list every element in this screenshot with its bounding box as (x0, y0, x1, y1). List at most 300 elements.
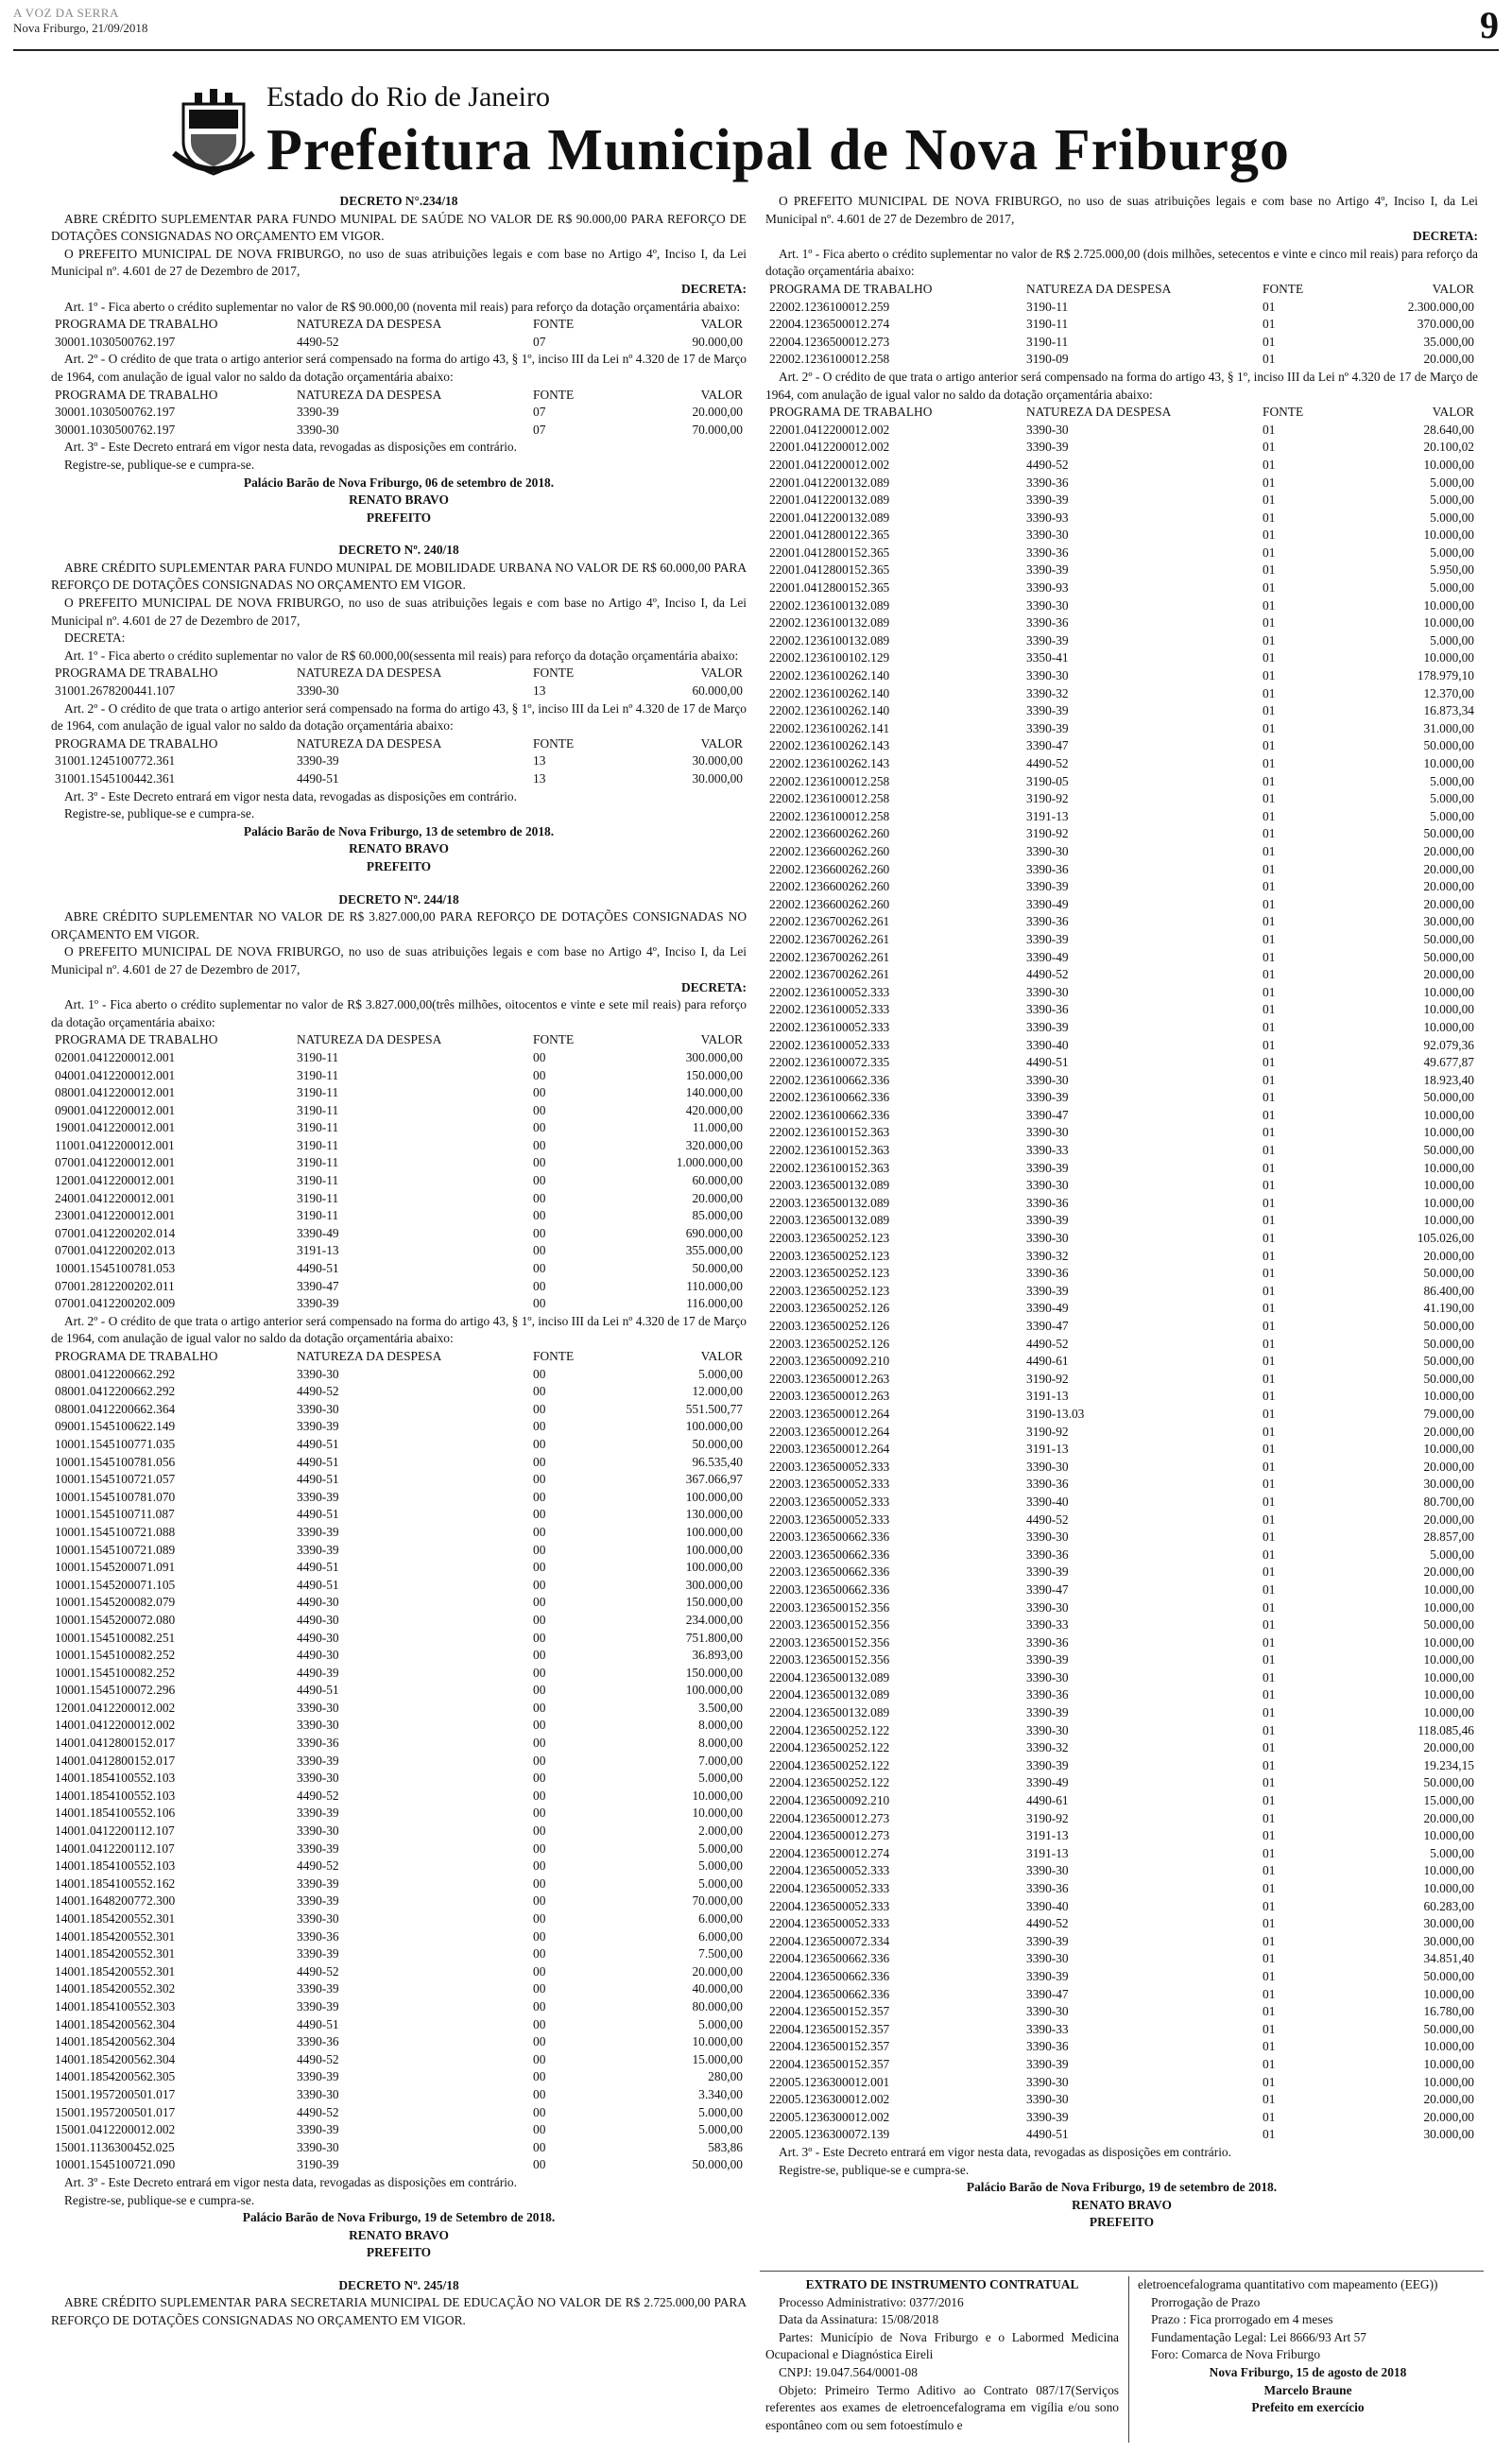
source-cell: 00 (533, 1524, 546, 1539)
decree-245-start (51, 2277, 747, 2330)
source-cell: 01 (1263, 632, 1276, 648)
source-cell: 01 (1263, 1160, 1276, 1175)
value-cell: 12.370,00 (1423, 685, 1474, 700)
table-row (51, 1892, 747, 1910)
col-header: PROGRAMA DE TRABALHO (55, 665, 218, 681)
expense-cell: 4490-30 (297, 1612, 339, 1627)
col-header: FONTE (533, 387, 575, 402)
program-cell: 22003.1236500662.336 (769, 1581, 890, 1597)
source-cell: 01 (1263, 597, 1276, 613)
program-cell: 22004.1236500052.333 (769, 1898, 890, 1913)
expense-cell: 3390-39 (297, 1946, 339, 1961)
value-cell: 50.000,00 (1423, 1617, 1474, 1633)
source-cell: 00 (533, 1419, 546, 1434)
value-cell: 12.000,00 (692, 1384, 743, 1399)
table-row (51, 1436, 747, 1454)
table-row (51, 1717, 747, 1735)
expense-cell: 3390-47 (1026, 738, 1069, 753)
value-cell: 2.000,00 (698, 1823, 743, 1839)
program-cell: 14001.1854100552.103 (55, 1771, 176, 1786)
table-row (51, 1594, 747, 1612)
program-cell: 15001.1136300452.025 (55, 2139, 175, 2154)
program-cell: 22002.1236100152.363 (769, 1160, 890, 1175)
program-cell: 22003.1236500662.336 (769, 1529, 890, 1545)
table-row (51, 1980, 747, 1998)
expense-cell: 3390-36 (1026, 1687, 1069, 1702)
program-cell: 14001.1854200552.301 (55, 1963, 176, 1979)
expense-cell: 3190-11 (297, 1102, 339, 1117)
debit-table (51, 1348, 747, 2174)
expense-cell: 4490-52 (297, 1858, 339, 1874)
table-row (765, 1757, 1478, 1775)
col-header: VALOR (700, 387, 743, 402)
decree-heading: ABRE CRÉDITO SUPLEMENTAR PARA FUNDO MUNIPAL DE MOBILIDADE URBANA NO VALOR DE R$ 60.000,00 PARA REFORÇO DE DOTAÇÕES CONSIGNADAS NO ORÇAMENTO EM VIGOR. (51, 560, 747, 593)
table-row (51, 1928, 747, 1946)
expense-cell: 3390-32 (1026, 1248, 1069, 1263)
table-row (765, 720, 1478, 738)
value-cell: 10.000,00 (692, 2034, 743, 2049)
value-cell: 20.000,00 (692, 405, 743, 420)
table-row (51, 2068, 747, 2086)
program-cell: 22004.1236500152.357 (769, 2004, 890, 2019)
value-cell: 10.000,00 (1423, 1705, 1474, 1720)
value-cell: 20.000,00 (1423, 843, 1474, 858)
decreta-label: DECRETA: (64, 631, 126, 646)
expense-cell: 3191-13 (297, 1243, 339, 1258)
expense-cell: 3390-39 (1026, 1652, 1069, 1668)
expense-cell: 4490-51 (297, 1560, 339, 1575)
expense-cell: 3390-39 (1026, 1705, 1069, 1720)
table-row (51, 1700, 747, 1718)
source-cell: 01 (1263, 475, 1276, 490)
program-cell: 22004.1236500252.122 (769, 1740, 890, 1755)
value-cell: 20.000,00 (1423, 352, 1474, 367)
expense-cell: 3390-30 (297, 1401, 339, 1416)
source-cell: 01 (1263, 2127, 1276, 2142)
value-cell: 80.700,00 (1423, 1494, 1474, 1509)
source-cell: 01 (1263, 650, 1276, 665)
value-cell: 100.000,00 (685, 1542, 743, 1557)
table-row (765, 1880, 1478, 1898)
value-cell: 50.000,00 (1423, 826, 1474, 841)
value-cell: 100.000,00 (685, 1560, 743, 1575)
program-cell: 10001.1545200071.105 (55, 1577, 176, 1592)
table-row (765, 1862, 1478, 1880)
left-column (51, 193, 747, 2446)
value-cell: 5.000,00 (1430, 1547, 1474, 1562)
value-cell: 2.300.000,00 (1407, 299, 1474, 314)
expense-cell: 3390-36 (1026, 1547, 1069, 1562)
expense-cell: 3390-47 (1026, 1986, 1069, 2001)
value-cell: 5.000,00 (1430, 493, 1474, 508)
value-cell: 50.000,00 (1423, 1354, 1474, 1369)
value-cell: 70.000,00 (692, 422, 743, 437)
value-cell: 110.000,00 (686, 1278, 743, 1293)
table-row (765, 1704, 1478, 1722)
program-cell: 10001.1545100781.053 (55, 1261, 176, 1276)
value-cell: 30.000,00 (1423, 2127, 1474, 2142)
expense-cell: 3190-11 (297, 1155, 339, 1170)
source-cell: 13 (533, 683, 546, 699)
decree-245-continued (765, 193, 1478, 2232)
value-cell: 10.000,00 (1423, 1213, 1474, 1228)
source-cell: 01 (1263, 1916, 1276, 1931)
source-cell: 00 (533, 1840, 546, 1856)
program-cell: 22002.1236100262.140 (769, 685, 890, 700)
program-cell: 31001.1545100442.361 (55, 771, 176, 786)
source-cell: 01 (1263, 2039, 1276, 2054)
source-cell: 00 (533, 1454, 546, 1469)
value-cell: 3.340,00 (698, 2086, 743, 2101)
table-row (765, 510, 1478, 527)
debit-table (51, 387, 747, 440)
expense-cell: 3191-13 (1026, 1828, 1069, 1843)
program-cell: 12001.0412200012.002 (55, 1700, 176, 1715)
program-cell: 22002.1236600262.260 (769, 843, 890, 858)
expense-cell: 3390-39 (1026, 2056, 1069, 2071)
table-row (51, 1401, 747, 1419)
table-row (765, 1915, 1478, 1933)
source-cell: 01 (1263, 1055, 1276, 1070)
source-cell: 00 (533, 1771, 546, 1786)
table-row (765, 1686, 1478, 1704)
expense-cell: 3190-11 (297, 1173, 339, 1188)
table-row (51, 1559, 747, 1577)
table-row (765, 1459, 1478, 1477)
program-cell: 22002.1236100052.333 (769, 1002, 890, 1017)
value-cell: 130.000,00 (685, 1507, 743, 1522)
table-row (51, 1630, 747, 1648)
article-2: Art. 2º - O crédito de que trata o artigo anterior será compensado na forma do artigo 43, § 1º, inciso III da Lei nº 4.320 de 17 de Março de 1964, com anulação de igual valor no saldo da dotação orçamentária abaixo: (51, 1313, 747, 1346)
decree-heading: ABRE CRÉDITO SUPLEMENTAR PARA FUNDO MUNIPAL DE SAÚDE NO VALOR DE R$ 90.000,00 PARA REFORÇO DE DOTAÇÕES CONSIGNADAS NO ORÇAMENTO EM VIGOR. (51, 211, 747, 244)
table-row (765, 2091, 1478, 2109)
value-cell: 15.000,00 (1423, 1793, 1474, 1808)
source-cell: 01 (1263, 2092, 1276, 2107)
expense-cell: 3390-30 (297, 1823, 339, 1839)
value-cell: 50.000,00 (1423, 949, 1474, 964)
table-row (51, 1506, 747, 1524)
source-cell: 01 (1263, 1002, 1276, 1017)
program-cell: 14001.1854100552.162 (55, 1875, 176, 1891)
signatory-name: RENATO BRAVO (349, 493, 449, 508)
article-1: Art. 1º - Fica aberto o crédito suplementar no valor de R$ 60.000,00(sessenta mil reais) para reforço da dotação orçamentária abaixo: (64, 648, 739, 663)
palace-line: Palácio Barão de Nova Friburgo, 19 de setembro de 2018. (966, 2180, 1278, 2195)
table-row (765, 1283, 1478, 1301)
source-cell: 01 (1263, 527, 1276, 543)
source-cell: 00 (533, 1736, 546, 1751)
program-cell: 31001.2678200441.107 (55, 683, 176, 699)
program-cell: 22002.1236100132.089 (769, 632, 890, 648)
source-cell: 00 (533, 2034, 546, 2049)
table-row (51, 1207, 747, 1225)
program-cell: 24001.0412200012.001 (55, 1190, 176, 1205)
source-cell: 00 (533, 1998, 546, 2013)
expense-cell: 3390-36 (1026, 1266, 1069, 1281)
col-header: FONTE (1263, 405, 1304, 420)
table-row (765, 475, 1478, 493)
palace-line: Palácio Barão de Nova Friburgo, 13 de setembro de 2018. (243, 823, 555, 838)
table-row (765, 2021, 1478, 2039)
program-cell: 14001.1854100552.303 (55, 1998, 176, 2013)
program-cell: 22002.1236100662.336 (769, 1090, 890, 1105)
table-row (765, 1616, 1478, 1634)
program-cell: 22001.0412200132.089 (769, 493, 890, 508)
register-line: Registre-se, publique-se e cumpra-se. (779, 2162, 970, 2177)
table-row (765, 1845, 1478, 1863)
table-row (765, 632, 1478, 650)
value-cell: 420.000,00 (685, 1102, 743, 1117)
col-header: FONTE (533, 317, 575, 332)
source-cell: 01 (1263, 791, 1276, 806)
value-cell: 8.000,00 (698, 1718, 743, 1733)
table-row (765, 2074, 1478, 2092)
expense-cell: 4490-30 (297, 1595, 339, 1610)
value-cell: 19.234,15 (1423, 1757, 1474, 1772)
program-cell: 22002.1236100012.258 (769, 773, 890, 788)
table-row (765, 843, 1478, 861)
source-cell: 00 (533, 1507, 546, 1522)
table-row (765, 422, 1478, 440)
source-cell: 01 (1263, 1968, 1276, 1983)
decree-title: DECRETO Nº. 240/18 (338, 543, 459, 558)
table-row (765, 861, 1478, 879)
table-row (765, 1424, 1478, 1442)
expense-cell: 3390-39 (1026, 1213, 1069, 1228)
expense-cell: 3390-39 (1026, 1564, 1069, 1580)
newspaper-name: A VOZ DA SERRA (13, 6, 119, 20)
expense-cell: 3390-40 (1026, 1898, 1069, 1913)
expense-cell: 3390-30 (1026, 668, 1069, 683)
program-cell: 15001.0412200012.002 (55, 2122, 176, 2137)
col-header: PROGRAMA DE TRABALHO (55, 387, 218, 402)
program-cell: 09001.1545100622.149 (55, 1419, 176, 1434)
program-cell: 10001.1545100082.252 (55, 1665, 176, 1680)
program-cell: 22002.1236700262.261 (769, 949, 890, 964)
source-cell: 00 (533, 1489, 546, 1504)
expense-cell: 4490-51 (1026, 2127, 1069, 2142)
value-cell: 86.400,00 (1423, 1283, 1474, 1298)
expense-cell: 3191-13 (1026, 1845, 1069, 1860)
program-cell: 02001.0412200012.001 (55, 1049, 176, 1064)
source-cell: 01 (1263, 493, 1276, 508)
source-cell: 01 (1263, 2021, 1276, 2036)
source-cell: 00 (533, 2086, 546, 2101)
program-cell: 22001.0412200012.002 (769, 457, 890, 472)
expense-cell: 3390-39 (297, 1981, 339, 1996)
source-cell: 01 (1263, 1213, 1276, 1228)
decree-240 (51, 542, 747, 875)
expense-cell: 3350-41 (1026, 650, 1069, 665)
source-cell: 01 (1263, 1599, 1276, 1615)
table-row (765, 1529, 1478, 1547)
program-cell: 14001.1648200772.300 (55, 1893, 176, 1909)
program-cell: 10001.1545200082.079 (55, 1595, 176, 1610)
source-cell: 01 (1263, 1090, 1276, 1105)
value-cell: 10.000,00 (692, 1806, 743, 1821)
source-cell: 01 (1263, 457, 1276, 472)
table-row (765, 1792, 1478, 1810)
program-cell: 14001.0412800152.017 (55, 1736, 176, 1751)
expense-cell: 3390-39 (297, 1489, 339, 1504)
table-row (765, 1089, 1478, 1107)
table-row (51, 1454, 747, 1472)
col-header: PROGRAMA DE TRABALHO (55, 317, 218, 332)
expense-cell: 3190-11 (297, 1190, 339, 1205)
extract-line: Data da Assinatura: 15/08/2018 (779, 2312, 939, 2327)
table-row (765, 913, 1478, 931)
expense-cell: 4490-51 (297, 771, 339, 786)
expense-cell: 3390-36 (297, 1928, 339, 1944)
value-cell: 150.000,00 (685, 1595, 743, 1610)
col-header: VALOR (700, 735, 743, 751)
table-row (765, 949, 1478, 967)
table-row (765, 1265, 1478, 1283)
source-cell: 01 (1263, 1898, 1276, 1913)
source-cell: 00 (533, 1278, 546, 1293)
value-cell: 10.000,00 (1423, 756, 1474, 770)
expense-cell: 3390-30 (1026, 2092, 1069, 2107)
table-row (51, 1647, 747, 1665)
table-row (765, 1476, 1478, 1494)
city-crest-icon (170, 87, 257, 178)
program-cell: 14001.1854100552.103 (55, 1788, 176, 1803)
value-cell: 10.000,00 (1423, 1581, 1474, 1597)
program-cell: 22003.1236500012.263 (769, 1389, 890, 1404)
source-cell: 00 (533, 2122, 546, 2137)
expense-cell: 3390-39 (297, 2122, 339, 2137)
table-row (765, 878, 1478, 896)
source-cell: 01 (1263, 1775, 1276, 1790)
table-row (765, 790, 1478, 808)
program-cell: 30001.1030500762.197 (55, 422, 176, 437)
table-row (765, 1950, 1478, 1968)
table-row (51, 1383, 747, 1401)
value-cell: 20.000,00 (1423, 879, 1474, 894)
source-cell: 00 (533, 1208, 546, 1223)
source-cell: 00 (533, 1190, 546, 1205)
expense-cell: 3190-11 (297, 1049, 339, 1064)
source-cell: 01 (1263, 685, 1276, 700)
table-row (51, 1612, 747, 1630)
table-row (765, 1512, 1478, 1529)
source-cell: 00 (533, 1560, 546, 1575)
extract-line: Prorrogação de Prazo (1151, 2294, 1261, 2309)
expense-cell: 3390-39 (297, 1840, 339, 1856)
program-cell: 22002.1236100662.336 (769, 1107, 890, 1122)
expense-cell: 4490-52 (297, 1963, 339, 1979)
col-header: NATUREZA DA DESPESA (297, 735, 442, 751)
program-cell: 22004.1236500152.357 (769, 2039, 890, 2054)
table-row (51, 1225, 747, 1243)
program-cell: 08001.0412200662.364 (55, 1401, 176, 1416)
extract-column-rule (1128, 2276, 1129, 2443)
col-header: VALOR (700, 317, 743, 332)
program-cell: 22003.1236500252.123 (769, 1283, 890, 1298)
page-number: 9 (1480, 4, 1499, 46)
value-cell: 5.000,00 (1430, 791, 1474, 806)
program-cell: 22003.1236500252.126 (769, 1336, 890, 1351)
source-cell: 01 (1263, 1986, 1276, 2001)
expense-cell: 3390-33 (1026, 2021, 1069, 2036)
source-cell: 00 (533, 1102, 546, 1117)
table-row (51, 1366, 747, 1384)
table-row (765, 2038, 1478, 2056)
program-cell: 22004.1236500132.089 (769, 1669, 890, 1685)
table-row (51, 1910, 747, 1928)
table-row (51, 1049, 747, 1067)
table-row (51, 1154, 747, 1172)
source-cell: 00 (533, 1963, 546, 1979)
program-cell: 22002.1236100152.363 (769, 1143, 890, 1158)
value-cell: 10.000,00 (1423, 1178, 1474, 1193)
value-cell: 40.000,00 (692, 1981, 743, 1996)
value-cell: 16.780,00 (1423, 2004, 1474, 2019)
expense-cell: 4490-52 (297, 334, 339, 349)
expense-cell: 3190-13.03 (1026, 1406, 1085, 1421)
program-cell: 22003.1236500012.264 (769, 1442, 890, 1457)
source-cell: 00 (533, 1401, 546, 1416)
contract-extract (765, 2276, 1119, 2434)
program-cell: 22003.1236500092.210 (769, 1354, 890, 1369)
expense-cell: 3390-39 (1026, 879, 1069, 894)
credit-table (51, 316, 747, 351)
table-row (765, 1212, 1478, 1230)
program-cell: 10001.1545100082.252 (55, 1648, 176, 1663)
table-row (765, 1318, 1478, 1336)
expense-cell: 4490-52 (297, 1788, 339, 1803)
table-row (765, 702, 1478, 720)
expense-cell: 3190-09 (1026, 352, 1069, 367)
value-cell: 8.000,00 (698, 1736, 743, 1751)
expense-cell: 3390-36 (1026, 861, 1069, 876)
source-cell: 00 (533, 1225, 546, 1240)
source-cell: 00 (533, 1049, 546, 1064)
expense-cell: 3390-39 (297, 1893, 339, 1909)
program-cell: 22004.1236500662.336 (769, 1986, 890, 2001)
source-cell: 01 (1263, 1722, 1276, 1737)
value-cell: 6.000,00 (698, 1928, 743, 1944)
source-cell: 01 (1263, 1231, 1276, 1246)
col-header: NATUREZA DA DESPESA (1026, 281, 1172, 296)
table-row (765, 299, 1478, 317)
program-cell: 07001.0412200202.013 (55, 1243, 176, 1258)
program-cell: 22003.1236500252.123 (769, 1266, 890, 1281)
source-cell: 01 (1263, 1757, 1276, 1772)
value-cell: 105.026,00 (1417, 1231, 1474, 1246)
program-cell: 22004.1236500012.273 (769, 1810, 890, 1825)
program-cell: 22004.1236500092.210 (769, 1793, 890, 1808)
expense-cell: 3390-39 (1026, 720, 1069, 735)
table-row (765, 1160, 1478, 1178)
expense-cell: 3390-47 (1026, 1319, 1069, 1333)
program-cell: 22002.1236100262.143 (769, 756, 890, 770)
expense-cell: 3390-33 (1026, 1617, 1069, 1633)
table-row (765, 1933, 1478, 1951)
value-cell: 140.000,00 (685, 1085, 743, 1100)
source-cell: 00 (533, 1700, 546, 1715)
decreta-label: DECRETA: (1413, 229, 1478, 244)
value-cell: 50.000,00 (1423, 1775, 1474, 1790)
expense-cell: 3390-93 (1026, 510, 1069, 525)
program-cell: 09001.0412200012.001 (55, 1102, 176, 1117)
program-cell: 22003.1236500152.356 (769, 1599, 890, 1615)
table-row (765, 1669, 1478, 1687)
expense-cell: 4490-30 (297, 1630, 339, 1645)
value-cell: 50.000,00 (1423, 1143, 1474, 1158)
value-cell: 20.000,00 (1423, 2109, 1474, 2124)
table-row (765, 685, 1478, 703)
value-cell: 50.000,00 (1423, 1336, 1474, 1351)
